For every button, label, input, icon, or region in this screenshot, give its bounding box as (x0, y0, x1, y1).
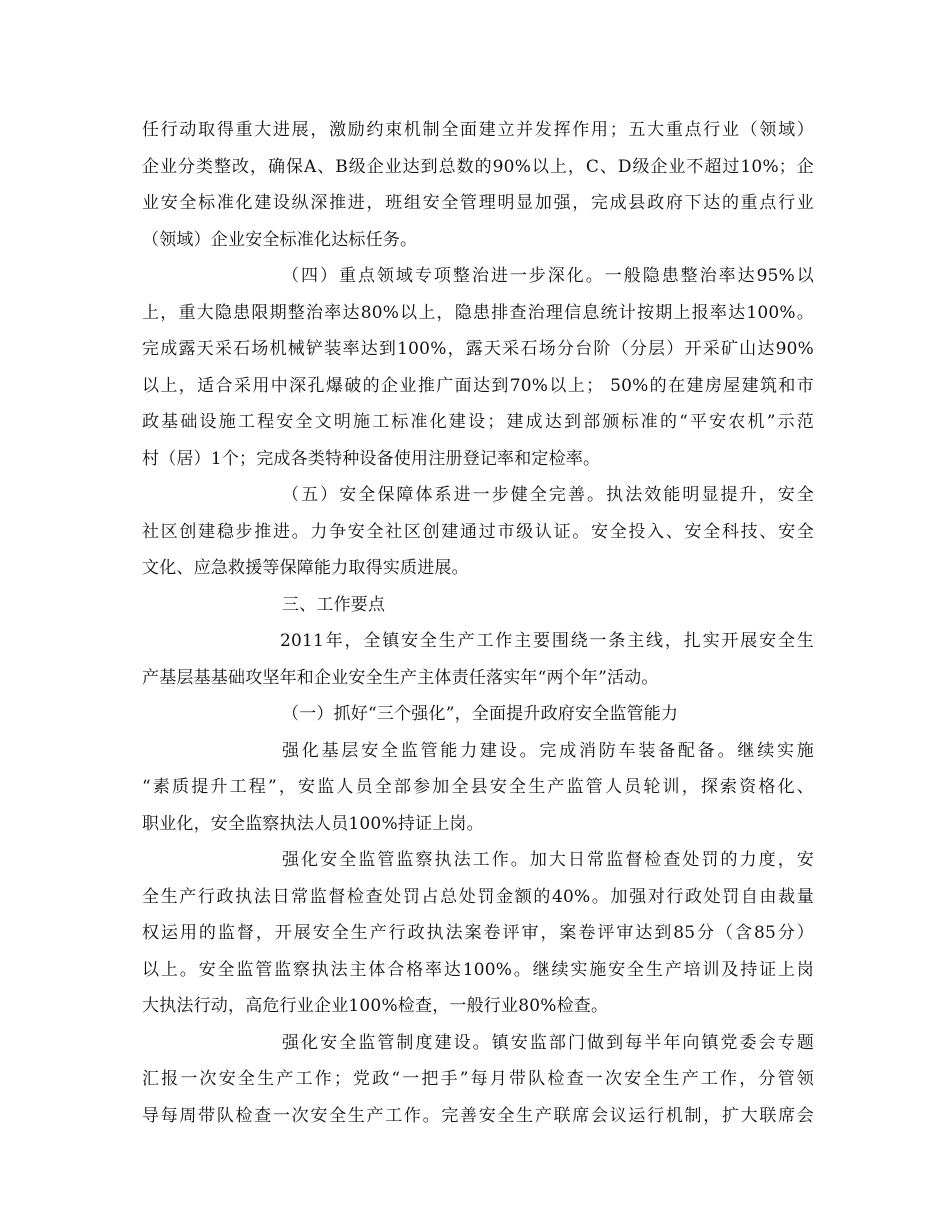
paragraph-line: 强化基层安全监管能力建设。完成消防车装备配备。继续实施 (282, 740, 814, 761)
paragraph-line: 职业化，安全监察执法人员100%持证上岗。 (142, 813, 484, 834)
paragraph-line: 业安全标准化建设纵深推进，班组安全管理明显加强，完成县政府下达的重点行业 (142, 193, 814, 213)
paragraph-line: 政基础设施工程安全文明施工标准化建设；建成达到部颁标准的“平安农机”示范 (142, 412, 814, 432)
paragraph-line: 文化、应急救援等保障能力取得实质进展。 (142, 558, 469, 578)
paragraph-line: 村（居）1个；完成各类特种设备使用注册登记率和定检率。 (142, 448, 601, 469)
paragraph-line: （领域）企业安全标准化达标任务。 (142, 229, 418, 250)
paragraph-line: 企业分类整改，确保A、B级企业达到总数的90%以上，C、D级企业不超过10%；企 (142, 156, 814, 177)
section-heading-line: （四）重点领域专项整治进一步深化。一般隐患整治率达95%以 (282, 266, 814, 286)
paragraph-line: 强化安全监管制度建设。镇安监部门做到每半年向镇党委会专题 (282, 1032, 814, 1053)
subsection-heading: （一）抓好“三个强化”，全面提升政府安全监管能力 (282, 704, 679, 724)
paragraph-line: 以上，适合采用中深孔爆破的企业推广面达到70%以上； 50%的在建房屋建筑和市 (142, 375, 814, 396)
paragraph-line: 2011年，全镇安全生产工作主要围绕一条主线，扎实开展安全生 (280, 631, 814, 651)
paragraph-line: 以上。安全监管监察执法主体合格率达100%。继续实施安全生产培训及持证上岗 (142, 959, 814, 980)
paragraph-line: 权运用的监督，开展安全生产行政执法案卷评审，案卷评审达到85分（含85分） (142, 923, 814, 943)
paragraph-line: 社区创建稳步推进。力争安全社区创建通过市级认证。安全投入、安全科技、安全 (142, 521, 814, 542)
paragraph-line: 大执法行动，高危行业企业100%检查，一般行业80%检查。 (142, 996, 609, 1016)
paragraph-line: 产基层基基础攻坚年和企业安全生产主体责任落实年“两个年”活动。 (142, 667, 659, 688)
paragraph-line: 上，重大隐患限期整治率达80%以上，隐患排查治理信息统计按期上报率达100%。 (142, 302, 814, 323)
paragraph-line: “素质提升工程”，安监人员全部参加全县安全生产监管人员轮训，探索资格化、 (142, 777, 814, 797)
paragraph-line: 全生产行政执法日常监督检查处罚占总处罚金额的40%。加强对行政处罚自由裁量 (142, 886, 814, 907)
section-heading-line: （五）安全保障体系进一步健全完善。执法效能明显提升，安全 (282, 485, 814, 505)
paragraph-line: 导每周带队检查一次安全生产工作。完善安全生产联席会议运行机制，扩大联席会 (142, 1105, 814, 1126)
body-text (142, 112, 814, 1134)
paragraph-line: 任行动取得重大进展，激励约束机制全面建立并发挥作用；五大重点行业（领域） (142, 120, 814, 140)
chapter-heading: 三、工作要点 (282, 594, 386, 615)
paragraph-line: 完成露天采石场机械铲装率达到100%，露天采石场分台阶（分层）开采矿山达90% (142, 339, 814, 359)
paragraph-line: 汇报一次安全生产工作；党政“一把手”每月带队检查一次安全生产工作，分管领 (142, 1069, 814, 1089)
paragraph-line: 强化安全监管监察执法工作。加大日常监督检查处罚的力度，安 (282, 850, 814, 870)
